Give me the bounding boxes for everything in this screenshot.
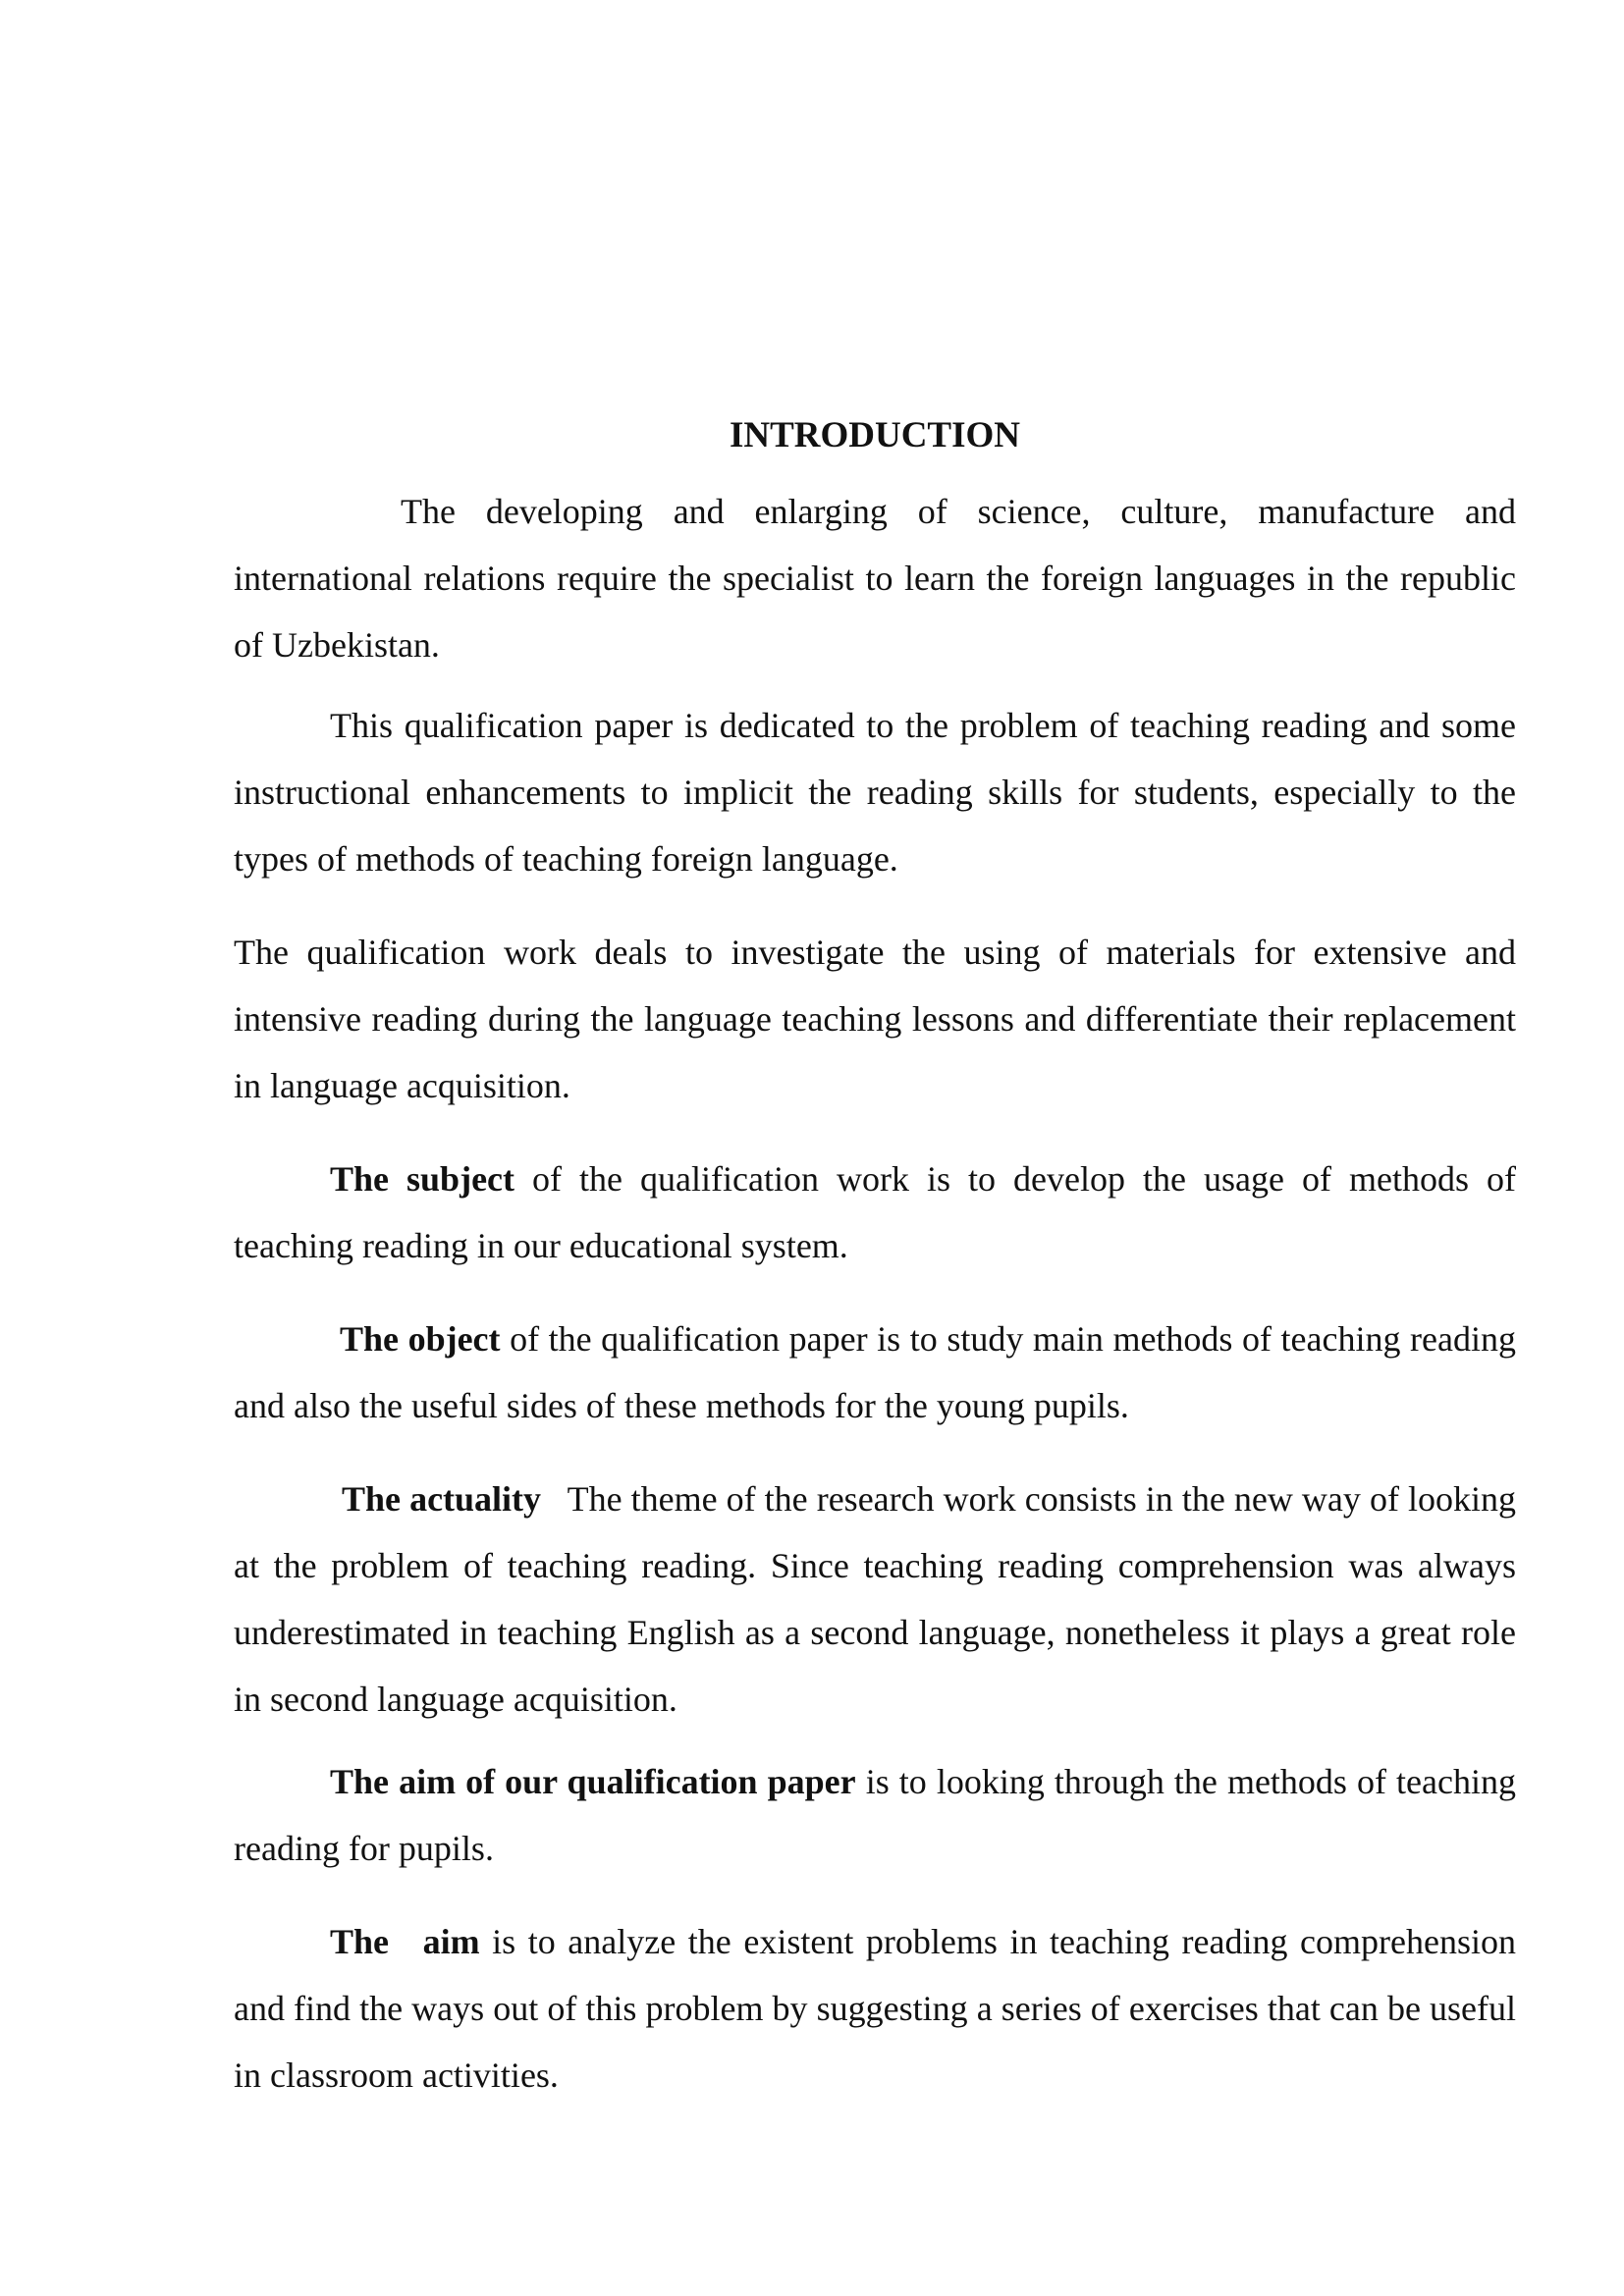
paragraph-lead: The subject: [330, 1159, 515, 1199]
paragraph-text: of the qualification work is to develop the usage of methods of teaching reading in our educational system.: [234, 1159, 1516, 1265]
paragraph-text: The developing and enlarging of science, culture, manufacture and international relations require the specialist to learn the foreign languages in the republic of Uzbekistan.: [234, 492, 1516, 665]
paragraph-lead: The actuality: [342, 1479, 542, 1519]
document-body: [234, 402, 1526, 2109]
paragraph-text: of the qualification paper is to study main methods of teaching reading and also the useful sides of these methods for the young pupils.: [234, 1319, 1516, 1425]
paragraph-dedication: [234, 692, 1516, 892]
paragraph-text: This qualification paper is dedicated to the problem of teaching reading and some instructional enhancements to implicit the reading skills for students, especially to the types of methods of teaching foreign language.: [234, 706, 1516, 879]
paragraph-text: is to analyze the existent problems in teaching reading comprehension and find the ways out of this problem by suggesting a series of exercises that can be useful in classroom activities.: [234, 1922, 1516, 2095]
paragraph-aim-paper: [234, 1748, 1516, 1882]
paragraph-lead: The aim: [330, 1922, 480, 1961]
paragraph-subject: [234, 1146, 1516, 1279]
paragraph-text: The theme of the research work consists in the new way of looking at the problem of teaching reading. Since teaching reading comprehension was always underestimated in teaching English as a second language, nonetheless it plays a great role in second language acquisition.: [234, 1479, 1526, 1719]
page-title: INTRODUCTION: [729, 415, 1021, 455]
paragraph-lead: The object: [340, 1319, 501, 1359]
paragraph-lead: The aim of our qualification paper: [330, 1762, 856, 1801]
paragraph-aim: [234, 1908, 1516, 2109]
paragraph-object: [234, 1306, 1516, 1439]
paragraph-actuality: [234, 1466, 1526, 1733]
paragraph-intro: [234, 478, 1516, 678]
paragraph-text: The qualification work deals to investigate the using of materials for extensive and intensive reading during the language teaching lessons and differentiate their replacement in language acquisition.: [234, 933, 1516, 1105]
paragraph-text: is to looking through the methods of teaching reading for pupils.: [234, 1762, 1516, 1868]
paragraph-investigation: [234, 919, 1516, 1119]
